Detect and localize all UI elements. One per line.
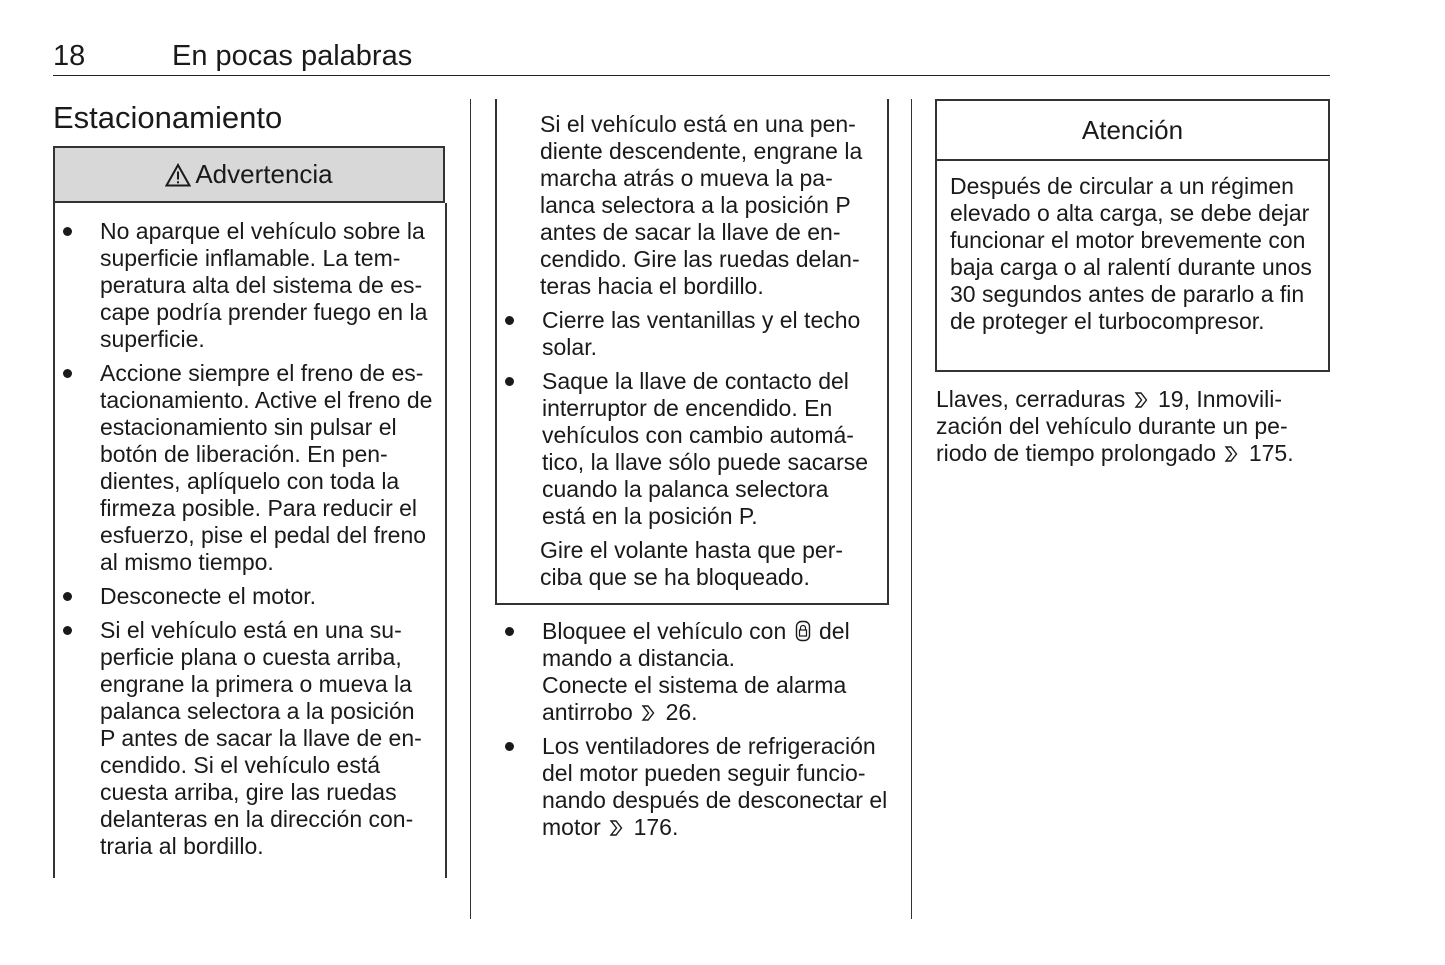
lock-icon: [795, 620, 811, 642]
list-item: Accione siempre el freno de estacionamiento. Active el freno de estacionamiento sin pulsar el botón de liberación. En pendientes, aplíquelo con toda la firmeza posible. Para reducir el esfuerzo, pise el pedal del freno al mismo tiempo.: [55, 360, 435, 576]
cross-reference-paragraph: [936, 386, 1316, 467]
column-divider-1: [470, 99, 471, 919]
continued-paragraph: Si el vehículo está en una pendiente descendente, engrane la marcha atrás o mueva la palanca selectora a la posición P antes de sacar la llave de encendido. Gire las ruedas delanteras hacia el bordillo.: [540, 111, 863, 299]
alarm-page-ref[interactable]: 26.: [665, 699, 698, 725]
continued-box-bottom-border: [495, 603, 889, 605]
alarm-paragraph: [542, 672, 892, 726]
column-divider-2: [911, 99, 912, 919]
page-number: 18: [53, 40, 86, 72]
ref-page-1[interactable]: 19, Inmovilización del vehículo durante un periodo de tiempo prolongado: [936, 386, 1288, 466]
warning-triangle-icon: [165, 163, 191, 187]
list-item: Cierre las ventanillas y el techo solar.: [497, 307, 877, 361]
attention-body: Después de circular a un régimen elevado o alta carga, se debe dejar funcionar el motor brevemente con baja carga o al ralentí durante unos 30 segundos antes de pararlo a fin de proteger el turbocompresor.: [950, 173, 1312, 334]
list-item: No aparque el vehículo sobre la superficie inflamable. La temperatura alta del sistema de escape podría prender fuego en la superficie.: [55, 218, 435, 353]
list-item: Si el vehículo está en una superficie plana o cuesta arriba, engrane la primera o mueva la palanca selectora a la posición P antes de sacar la llave de encendido. Si el vehículo está cuesta arriba, gire las ruedas delanteras en la dirección contraria al bordillo.: [55, 617, 435, 860]
list-item: [497, 618, 892, 726]
alarm-text: Conecte el sistema de alarma antirrobo: [542, 672, 847, 725]
warning-list: [55, 218, 435, 867]
list-item: Saque la llave de contacto del interruptor de encendido. En vehículos con cambio automático, la llave sólo puede sacarse cuando la palanca selectora está en la posición P.: [497, 368, 877, 530]
fans-text: Los ventiladores de refrigeración del motor pueden seguir funcionando después de desconectar el motor: [542, 733, 888, 840]
lock-item-text-end: del mando a distancia.: [542, 618, 850, 671]
page-reference-arrow-icon: [609, 819, 623, 837]
page-reference-arrow-icon: [641, 704, 655, 722]
lock-item-text: Bloquee el vehículo con: [542, 618, 787, 644]
warning-title: Advertencia: [195, 159, 333, 189]
list-item: [497, 733, 892, 841]
ref-text: Llaves, cerraduras: [936, 386, 1126, 412]
ref-page-2[interactable]: 175.: [1248, 440, 1294, 466]
column2-list: [497, 618, 892, 848]
section-title: Estacionamiento: [53, 100, 283, 135]
steering-paragraph: Gire el volante hasta que perciba que se ha bloqueado.: [540, 537, 844, 590]
list-item: Desconecte el motor.: [55, 583, 435, 610]
header-rule: [53, 75, 1330, 76]
fans-page-ref[interactable]: 176.: [633, 814, 679, 840]
attention-box: [935, 99, 1330, 372]
continued-box-right-border: [887, 99, 889, 604]
chapter-title: En pocas palabras: [172, 40, 413, 72]
page-reference-arrow-icon: [1134, 391, 1148, 409]
attention-title: Atención: [937, 101, 1328, 161]
warning-box-right-border: [445, 203, 447, 878]
continued-warning-content: [497, 111, 877, 591]
warning-header: [53, 146, 445, 203]
page-reference-arrow-icon: [1224, 445, 1238, 463]
